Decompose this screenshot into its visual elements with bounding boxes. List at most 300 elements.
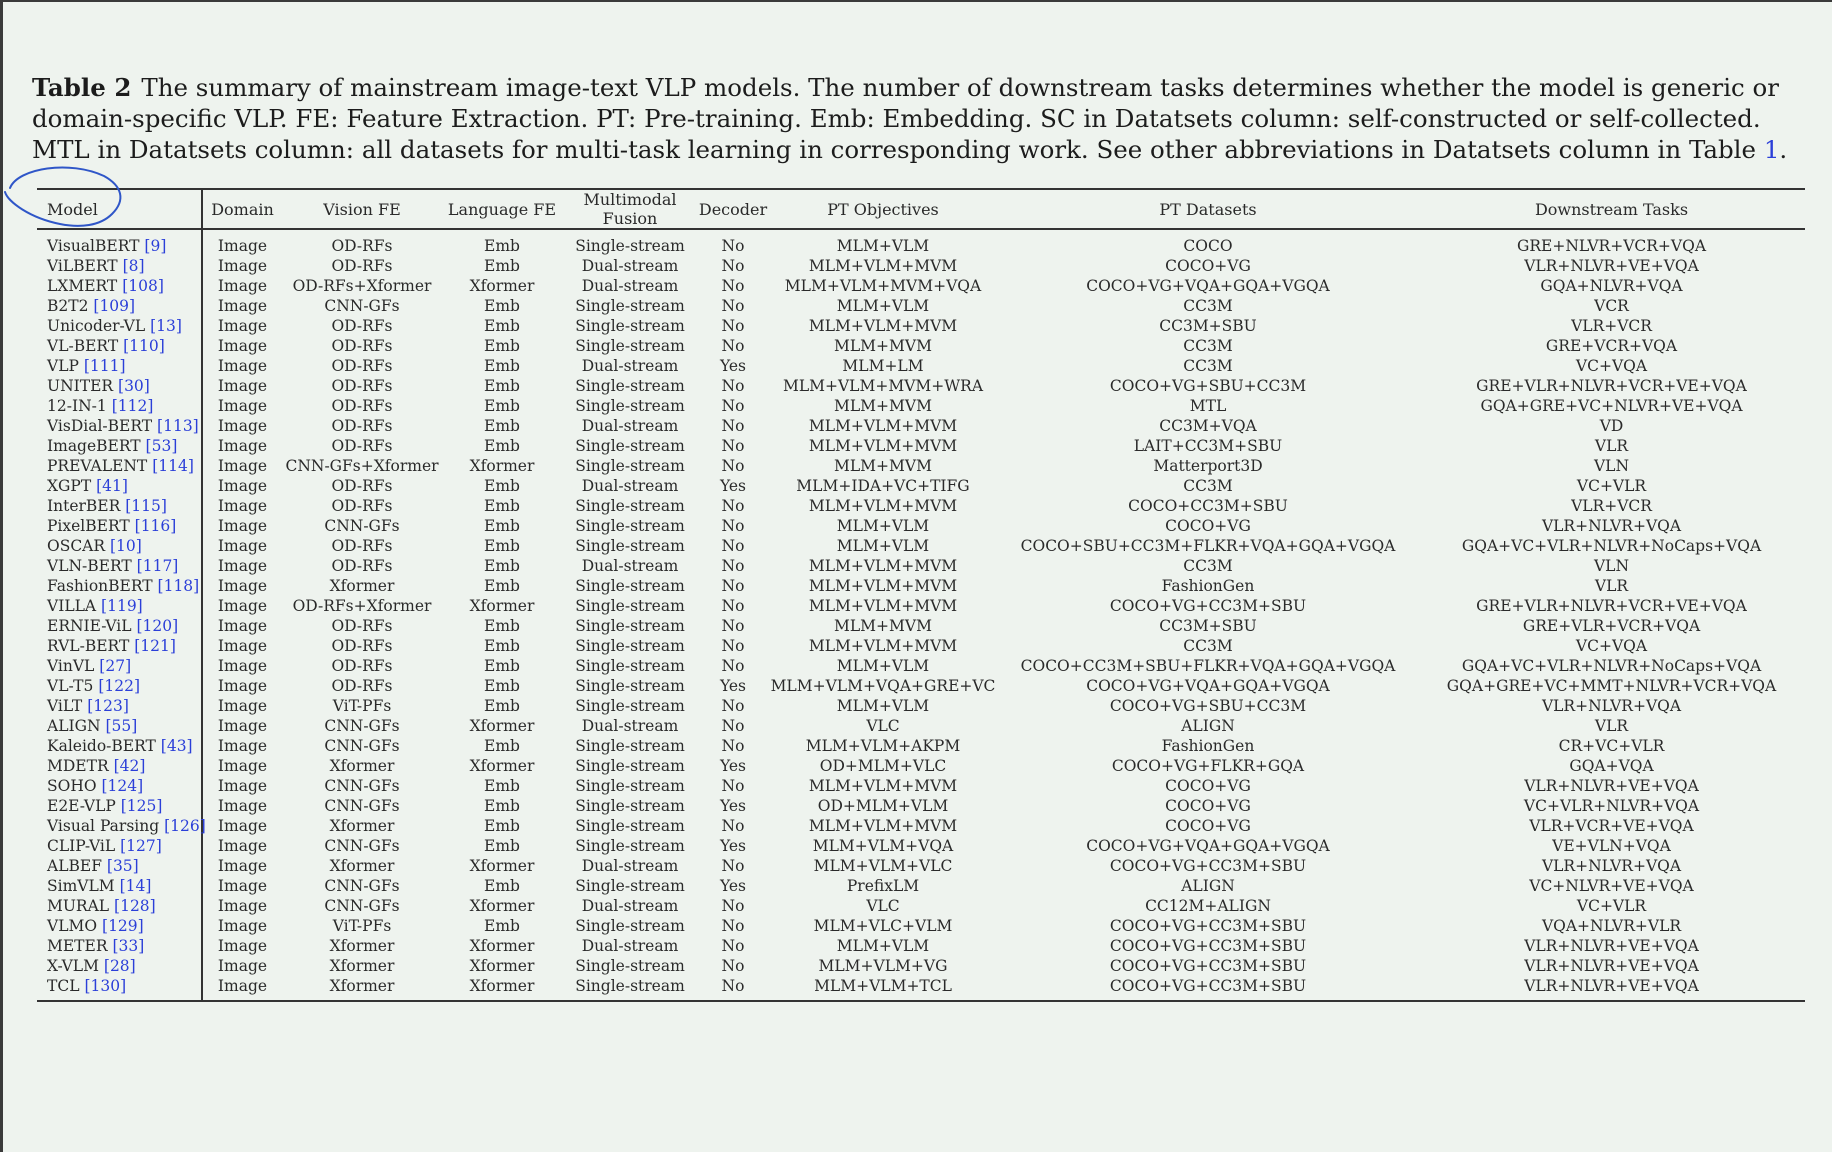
cell-language-fe: Emb [484, 417, 520, 435]
cell-multimodal-fusion: Single-stream [575, 697, 685, 715]
col-header-pt-objectives: PT Objectives [768, 189, 998, 229]
cell-vision-fe: OD-RFs [331, 657, 393, 675]
cell-vision-fe: Xformer [329, 857, 395, 875]
cell-pt-datasets: LAIT+CC3M+SBU [1133, 437, 1283, 455]
cell-pt-objectives: MLM+VLM [836, 657, 930, 675]
table-header [37, 189, 1805, 229]
cell-language-fe: Emb [484, 917, 520, 935]
cell-pt-datasets: COCO+VG+CC3M+SBU [1109, 597, 1307, 615]
cell-language-fe: Emb [484, 877, 520, 895]
model-name: TCL [47, 977, 80, 995]
cell-vision-fe: OD-RFs [331, 377, 393, 395]
cell-pt-datasets: COCO+VG+VQA+GQA+VGQA [1086, 677, 1330, 695]
cell-language-fe: Emb [484, 697, 520, 715]
cell-vision-fe: CNN-GFs [324, 897, 400, 915]
cell-decoder: No [721, 497, 745, 515]
model-name: 12-IN-1 [47, 397, 107, 415]
cell-pt-datasets: ALIGN [1181, 717, 1235, 735]
cell-domain: Image [217, 457, 268, 475]
cell-pt-objectives: VLC [866, 717, 900, 735]
cell-pt-objectives: MLM+VLM [836, 297, 930, 315]
model-name: OSCAR [47, 537, 106, 555]
cell-language-fe: Emb [484, 737, 520, 755]
cell-multimodal-fusion: Single-stream [575, 297, 685, 315]
cell-model [37, 356, 202, 376]
cell-domain: Image [217, 377, 268, 395]
cell-decoder: No [721, 397, 745, 415]
cell-multimodal-fusion: Dual-stream [581, 477, 679, 495]
cell-decoder: No [721, 697, 745, 715]
cell-pt-objectives: MLM+VLM+MVM [808, 817, 958, 835]
cell-decoder: No [721, 717, 745, 735]
cell-downstream-tasks: VLR [1594, 717, 1629, 735]
cell-multimodal-fusion: Single-stream [575, 497, 685, 515]
table-row [37, 456, 1805, 476]
cell-decoder: No [721, 937, 745, 955]
cell-model [37, 576, 202, 596]
citation-link[interactable]: [8] [122, 257, 145, 275]
cell-pt-objectives: MLM+VLM+VQA [812, 837, 954, 855]
citation-link[interactable]: [41] [96, 477, 128, 495]
model-name: VL-BERT [47, 337, 119, 355]
cell-downstream-tasks: VCR [1594, 297, 1629, 315]
model-name: MDETR [47, 757, 109, 775]
cell-decoder: No [721, 557, 745, 575]
cell-multimodal-fusion: Single-stream [575, 797, 685, 815]
col-header-downstream-tasks: Downstream Tasks [1418, 189, 1805, 229]
cell-model [37, 616, 202, 636]
citation-link[interactable]: [108] [122, 277, 164, 295]
model-name: CLIP-ViL [47, 837, 116, 855]
cell-language-fe: Emb [484, 537, 520, 555]
cell-vision-fe: OD-RFs [331, 397, 393, 415]
cell-pt-datasets: CC3M+VQA [1159, 417, 1257, 435]
table-row [37, 536, 1805, 556]
model-name: ALIGN [47, 717, 101, 735]
cell-pt-datasets: CC3M+SBU [1159, 317, 1257, 335]
table-row [37, 336, 1805, 356]
model-name: METER [47, 937, 108, 955]
cell-language-fe: Xformer [469, 857, 535, 875]
cell-multimodal-fusion: Single-stream [575, 337, 685, 355]
cell-downstream-tasks: VLR+VCR [1571, 317, 1652, 335]
cell-language-fe: Emb [484, 777, 520, 795]
cell-domain: Image [202, 976, 282, 1001]
caption-table-link[interactable]: 1 [1763, 135, 1780, 164]
cell-domain: Image [217, 657, 268, 675]
cell-language-fe: Xformer [469, 717, 535, 735]
citation-link[interactable]: [35] [106, 857, 139, 875]
model-name: VILLA [47, 597, 97, 615]
citation-link[interactable]: [10] [110, 537, 142, 555]
citation-link[interactable]: [27] [99, 657, 132, 675]
cell-domain: Image [217, 957, 268, 975]
model-name: ViLBERT [47, 257, 118, 275]
cell-vision-fe: OD-RFs [331, 637, 393, 655]
cell-language-fe: Emb [484, 377, 520, 395]
table-row [37, 256, 1805, 276]
cell-model [37, 376, 202, 396]
cell-decoder: Yes [719, 357, 746, 375]
citation-link[interactable]: [112] [111, 397, 154, 415]
cell-pt-objectives: MLM+VLM+AKPM [805, 737, 961, 755]
cell-vision-fe: OD-RFs [331, 677, 393, 695]
cell-downstream-tasks: GQA+GRE+VC+MMT+NLVR+VCR+VQA [1446, 677, 1777, 695]
cell-domain: Image [217, 257, 268, 275]
cell-decoder: No [721, 597, 745, 615]
cell-multimodal-fusion: Single-stream [575, 777, 685, 795]
cell-language-fe: Emb [484, 657, 520, 675]
cell-vision-fe: CNN-GFs [324, 297, 400, 315]
citation-link[interactable]: [110] [123, 337, 165, 355]
citation-link[interactable]: [120] [136, 617, 179, 635]
model-name: E2E-VLP [47, 797, 116, 815]
citation-link[interactable]: [129] [102, 917, 144, 935]
cell-pt-objectives: MLM+VLM+MVM [808, 557, 958, 575]
cell-decoder: No [721, 577, 745, 595]
cell-vision-fe: OD-RFs [331, 477, 393, 495]
cell-vision-fe: CNN-GFs+Xformer [285, 457, 439, 475]
cell-downstream-tasks: GRE+VLR+NLVR+VCR+VE+VQA [1476, 597, 1747, 615]
cell-domain: Image [217, 757, 268, 775]
cell-decoder: Yes [719, 877, 746, 895]
cell-pt-objectives: MLM+VLM+MVM [808, 597, 958, 615]
cell-pt-datasets: COCO+VG [1165, 257, 1251, 275]
citation-link[interactable]: [43] [160, 737, 193, 755]
table-row [37, 316, 1805, 336]
cell-pt-objectives: MLM+VLM+MVM [808, 637, 958, 655]
cell-downstream-tasks: GRE+VLR+NLVR+VCR+VE+VQA [1476, 377, 1747, 395]
cell-model [37, 816, 206, 836]
cell-language-fe: Emb [484, 557, 520, 575]
cell-multimodal-fusion: Dual-stream [581, 857, 679, 875]
cell-vision-fe: ViT-PFs [332, 697, 392, 715]
cell-vision-fe: Xformer [329, 577, 395, 595]
cell-downstream-tasks: VLR+VCR [1571, 497, 1652, 515]
model-name: ImageBERT [47, 437, 141, 455]
model-name: LXMERT [47, 277, 118, 295]
citation-link[interactable]: [115] [125, 497, 167, 515]
cell-downstream-tasks: GQA+VC+VLR+NLVR+NoCaps+VQA [1461, 657, 1762, 675]
cell-multimodal-fusion: Single-stream [575, 457, 685, 475]
cell-vision-fe: CNN-GFs [324, 877, 400, 895]
cell-pt-objectives: OD+MLM+VLC [819, 757, 947, 775]
cell-model [37, 229, 202, 256]
citation-link[interactable]: [128] [114, 897, 156, 915]
cell-vision-fe: CNN-GFs [324, 517, 400, 535]
cell-domain: Image [217, 937, 268, 955]
citation-link[interactable]: [28] [103, 957, 136, 975]
citation-link[interactable]: [124] [101, 777, 144, 795]
cell-pt-objectives: MLM+MVM [834, 397, 932, 415]
cell-language-fe: Xformer [469, 277, 535, 295]
cell-multimodal-fusion: Single-stream [575, 917, 685, 935]
citation-link[interactable]: [55] [105, 717, 138, 735]
cell-model [37, 916, 202, 936]
cell-pt-objectives: MLM+VLM [836, 697, 930, 715]
cell-language-fe: Xformer [469, 757, 535, 775]
cell-downstream-tasks: VC+VLR+NLVR+VQA [1523, 797, 1700, 815]
cell-pt-datasets: COCO+VG+FLKR+GQA [1111, 757, 1305, 775]
cell-language-fe: Xformer [469, 957, 535, 975]
cell-pt-datasets: MTL [1189, 397, 1227, 415]
cell-language-fe: Emb [484, 357, 520, 375]
table-row [37, 716, 1805, 736]
cell-model [37, 756, 202, 776]
table-row [37, 816, 1805, 836]
cell-pt-objectives: PrefixLM [846, 877, 920, 895]
cell-downstream-tasks: VC+VLR [1576, 477, 1647, 495]
citation-link[interactable]: [116] [134, 517, 177, 535]
cell-decoder: No [698, 976, 768, 1001]
cell-multimodal-fusion: Single-stream [575, 657, 685, 675]
cell-pt-objectives: MLM+VLM+MVM [808, 257, 958, 275]
table-row [37, 836, 1805, 856]
model-name: VL-T5 [47, 677, 94, 695]
cell-domain: Image [217, 857, 268, 875]
cell-downstream-tasks: VC+VQA [1575, 637, 1648, 655]
citation-link[interactable]: [113] [157, 417, 199, 435]
col-header-decoder: Decoder [698, 189, 768, 229]
cell-vision-fe: OD-RFs [331, 357, 393, 375]
cell-pt-objectives: VLC [866, 897, 900, 915]
citation-link[interactable]: [122] [98, 677, 140, 695]
cell-model [37, 416, 202, 436]
cell-model [37, 736, 202, 756]
model-name: Visual Parsing [47, 817, 160, 835]
cell-pt-datasets: COCO+VG+CC3M+SBU [1109, 917, 1307, 935]
cell-model [37, 496, 202, 516]
table-row [37, 616, 1805, 636]
citation-link[interactable]: [33] [112, 937, 145, 955]
cell-model [37, 256, 202, 276]
cell-pt-datasets: COCO [1183, 237, 1233, 255]
cell-multimodal-fusion: Dual-stream [581, 717, 679, 735]
model-name: UNITER [47, 377, 114, 395]
cell-model [37, 516, 202, 536]
citation-link[interactable]: [53] [145, 437, 178, 455]
cell-domain: Image [217, 557, 268, 575]
cell-domain: Image [217, 517, 268, 535]
cell-decoder: No [721, 657, 745, 675]
cell-multimodal-fusion: Single-stream [575, 957, 685, 975]
cell-domain: Image [217, 317, 268, 335]
citation-link[interactable]: [126] [164, 817, 206, 835]
cell-pt-datasets: CC3M [1183, 357, 1233, 375]
citation-link[interactable]: [30] [118, 377, 150, 395]
cell-language-fe: Xformer [469, 897, 535, 915]
cell-downstream-tasks: VQA+NLVR+VLR [1541, 917, 1682, 935]
cell-vision-fe: OD-RFs [331, 337, 393, 355]
cell-decoder: No [721, 417, 745, 435]
cell-downstream-tasks: VC+VLR [1576, 897, 1647, 915]
cell-model [37, 696, 202, 716]
window-left-border [0, 0, 3, 1152]
cell-vision-fe: Xformer [329, 957, 395, 975]
cell-multimodal-fusion: Single-stream [562, 976, 698, 1001]
cell-pt-objectives: MLM+VLM+MVM [808, 777, 958, 795]
cell-model [37, 316, 202, 336]
cell-decoder: Yes [719, 797, 746, 815]
cell-language-fe: Xformer [442, 976, 562, 1001]
model-name: ViLT [47, 697, 83, 715]
cell-pt-datasets: COCO+VG+VQA+GQA+VGQA [1086, 837, 1330, 855]
cell-vision-fe: OD-RFs+Xformer [292, 597, 432, 615]
cell-model [37, 716, 202, 736]
cell-domain: Image [217, 797, 268, 815]
cell-pt-objectives: MLM+IDA+VC+TIFG [796, 477, 970, 495]
citation-link[interactable]: [117] [136, 557, 179, 575]
table-container [37, 188, 1805, 1002]
table-row [37, 596, 1805, 616]
cell-pt-datasets: COCO+VG+CC3M+SBU [1109, 857, 1307, 875]
cell-pt-objectives: MLM+VLM [836, 537, 930, 555]
cell-pt-datasets: Matterport3D [1153, 457, 1263, 475]
citation-link[interactable]: [121] [134, 637, 176, 655]
cell-pt-objectives: MLM+LM [842, 357, 924, 375]
cell-downstream-tasks: VLR+NLVR+VE+VQA [1418, 976, 1805, 1001]
cell-pt-objectives: MLM+VLM+TCL [768, 976, 998, 1001]
cell-language-fe: Emb [484, 437, 520, 455]
citation-link[interactable]: [13] [150, 317, 182, 335]
cell-domain: Image [217, 777, 268, 795]
model-name: VLN-BERT [47, 557, 132, 575]
table-row [37, 636, 1805, 656]
cell-model [37, 456, 202, 476]
cell-pt-datasets: COCO+VG [1165, 777, 1251, 795]
cell-decoder: No [721, 617, 745, 635]
cell-downstream-tasks: VE+VLN+VQA [1552, 837, 1671, 855]
cell-multimodal-fusion: Single-stream [575, 437, 685, 455]
caption-label: Table 2 [32, 73, 132, 102]
cell-pt-datasets: CC12M+ALIGN [1145, 897, 1271, 915]
table-row [37, 696, 1805, 716]
citation-link[interactable]: [9] [144, 237, 167, 255]
cell-multimodal-fusion: Single-stream [575, 377, 685, 395]
cell-decoder: No [721, 917, 745, 935]
table-row [37, 356, 1805, 376]
caption-end: . [1779, 135, 1788, 164]
cell-language-fe: Emb [484, 477, 520, 495]
table-row [37, 229, 1805, 256]
cell-vision-fe: OD-RFs [331, 497, 393, 515]
citation-link[interactable]: [127] [120, 837, 162, 855]
vlp-summary-table [37, 188, 1805, 1002]
cell-downstream-tasks: VLR+NLVR+VQA [1541, 517, 1682, 535]
cell-downstream-tasks: VLR+VCR+VE+VQA [1529, 817, 1694, 835]
cell-vision-fe: CNN-GFs [324, 737, 400, 755]
table-row [37, 496, 1805, 516]
col-header-domain: Domain [202, 189, 282, 229]
cell-downstream-tasks: GQA+NLVR+VQA [1540, 277, 1683, 295]
cell-multimodal-fusion: Single-stream [575, 317, 685, 335]
header-row [37, 189, 1805, 229]
cell-multimodal-fusion: Single-stream [575, 597, 685, 615]
citation-link[interactable]: [114] [152, 457, 194, 475]
cell-language-fe: Emb [484, 257, 520, 275]
cell-vision-fe: OD-RFs [331, 557, 393, 575]
cell-pt-datasets: COCO+VG [1165, 817, 1251, 835]
cell-language-fe: Emb [484, 637, 520, 655]
cell-pt-datasets: COCO+VG+SBU+CC3M [1109, 377, 1307, 395]
cell-domain: Image [217, 397, 268, 415]
cell-pt-datasets: COCO+CC3M+SBU [1128, 497, 1288, 515]
cell-language-fe: Emb [484, 237, 520, 255]
cell-model [37, 396, 202, 416]
cell-domain: Image [217, 877, 268, 895]
cell-domain: Image [217, 817, 268, 835]
cell-model [37, 836, 202, 856]
citation-link[interactable]: [125] [120, 797, 163, 815]
table-row [37, 856, 1805, 876]
cell-domain: Image [217, 417, 268, 435]
cell-pt-datasets: COCO+VG [1165, 517, 1251, 535]
cell-pt-datasets: COCO+VG+SBU+CC3M [1109, 697, 1307, 715]
cell-model [37, 636, 202, 656]
cell-downstream-tasks: VD [1599, 417, 1624, 435]
cell-pt-datasets: ALIGN [1181, 877, 1235, 895]
cell-multimodal-fusion: Single-stream [575, 397, 685, 415]
cell-vision-fe: OD-RFs [331, 237, 393, 255]
model-name: RVL-BERT [47, 637, 130, 655]
cell-multimodal-fusion: Single-stream [575, 837, 685, 855]
table-row [37, 516, 1805, 536]
cell-pt-objectives: MLM+VLM [836, 517, 930, 535]
citation-link[interactable]: [130] [84, 977, 127, 995]
cell-model [37, 436, 202, 456]
cell-language-fe: Emb [484, 577, 520, 595]
cell-pt-objectives: MLM+VLM+MVM+WRA [782, 377, 984, 395]
cell-decoder: No [721, 297, 745, 315]
table-row [37, 436, 1805, 456]
citation-link[interactable]: [14] [119, 877, 152, 895]
cell-downstream-tasks: GRE+VLR+VCR+VQA [1522, 617, 1701, 635]
cell-downstream-tasks: VLR+NLVR+VE+VQA [1524, 257, 1699, 275]
cell-multimodal-fusion: Dual-stream [581, 357, 679, 375]
cell-decoder: No [721, 257, 745, 275]
cell-model [37, 596, 202, 616]
citation-link[interactable]: [42] [113, 757, 146, 775]
table-row [37, 916, 1805, 936]
cell-decoder: No [721, 337, 745, 355]
cell-domain: Image [217, 277, 268, 295]
cell-downstream-tasks: GRE+NLVR+VCR+VQA [1516, 237, 1707, 255]
cell-language-fe: Emb [484, 337, 520, 355]
citation-link[interactable]: [118] [157, 577, 200, 595]
cell-decoder: No [721, 957, 745, 975]
citation-link[interactable]: [109] [93, 297, 136, 315]
cell-domain: Image [217, 357, 268, 375]
cell-pt-objectives: MLM+MVM [834, 617, 932, 635]
cell-downstream-tasks: VLR+NLVR+VQA [1541, 857, 1682, 875]
cell-model [37, 936, 202, 956]
citation-link[interactable]: [123] [87, 697, 129, 715]
citation-link[interactable]: [111] [83, 357, 126, 375]
cell-domain: Image [217, 717, 268, 735]
model-name: SOHO [47, 777, 97, 795]
table-row [37, 296, 1805, 316]
cell-vision-fe: ViT-PFs [332, 917, 392, 935]
table-row [37, 416, 1805, 436]
cell-domain: Image [217, 497, 268, 515]
cell-decoder: No [721, 817, 745, 835]
cell-pt-objectives: MLM+VLM+MVM [808, 317, 958, 335]
cell-decoder: No [721, 537, 745, 555]
cell-pt-datasets: COCO+SBU+CC3M+FLKR+VQA+GQA+VGQA [1020, 537, 1396, 555]
cell-model [37, 676, 202, 696]
cell-domain: Image [217, 837, 268, 855]
citation-link[interactable]: [119] [101, 597, 143, 615]
